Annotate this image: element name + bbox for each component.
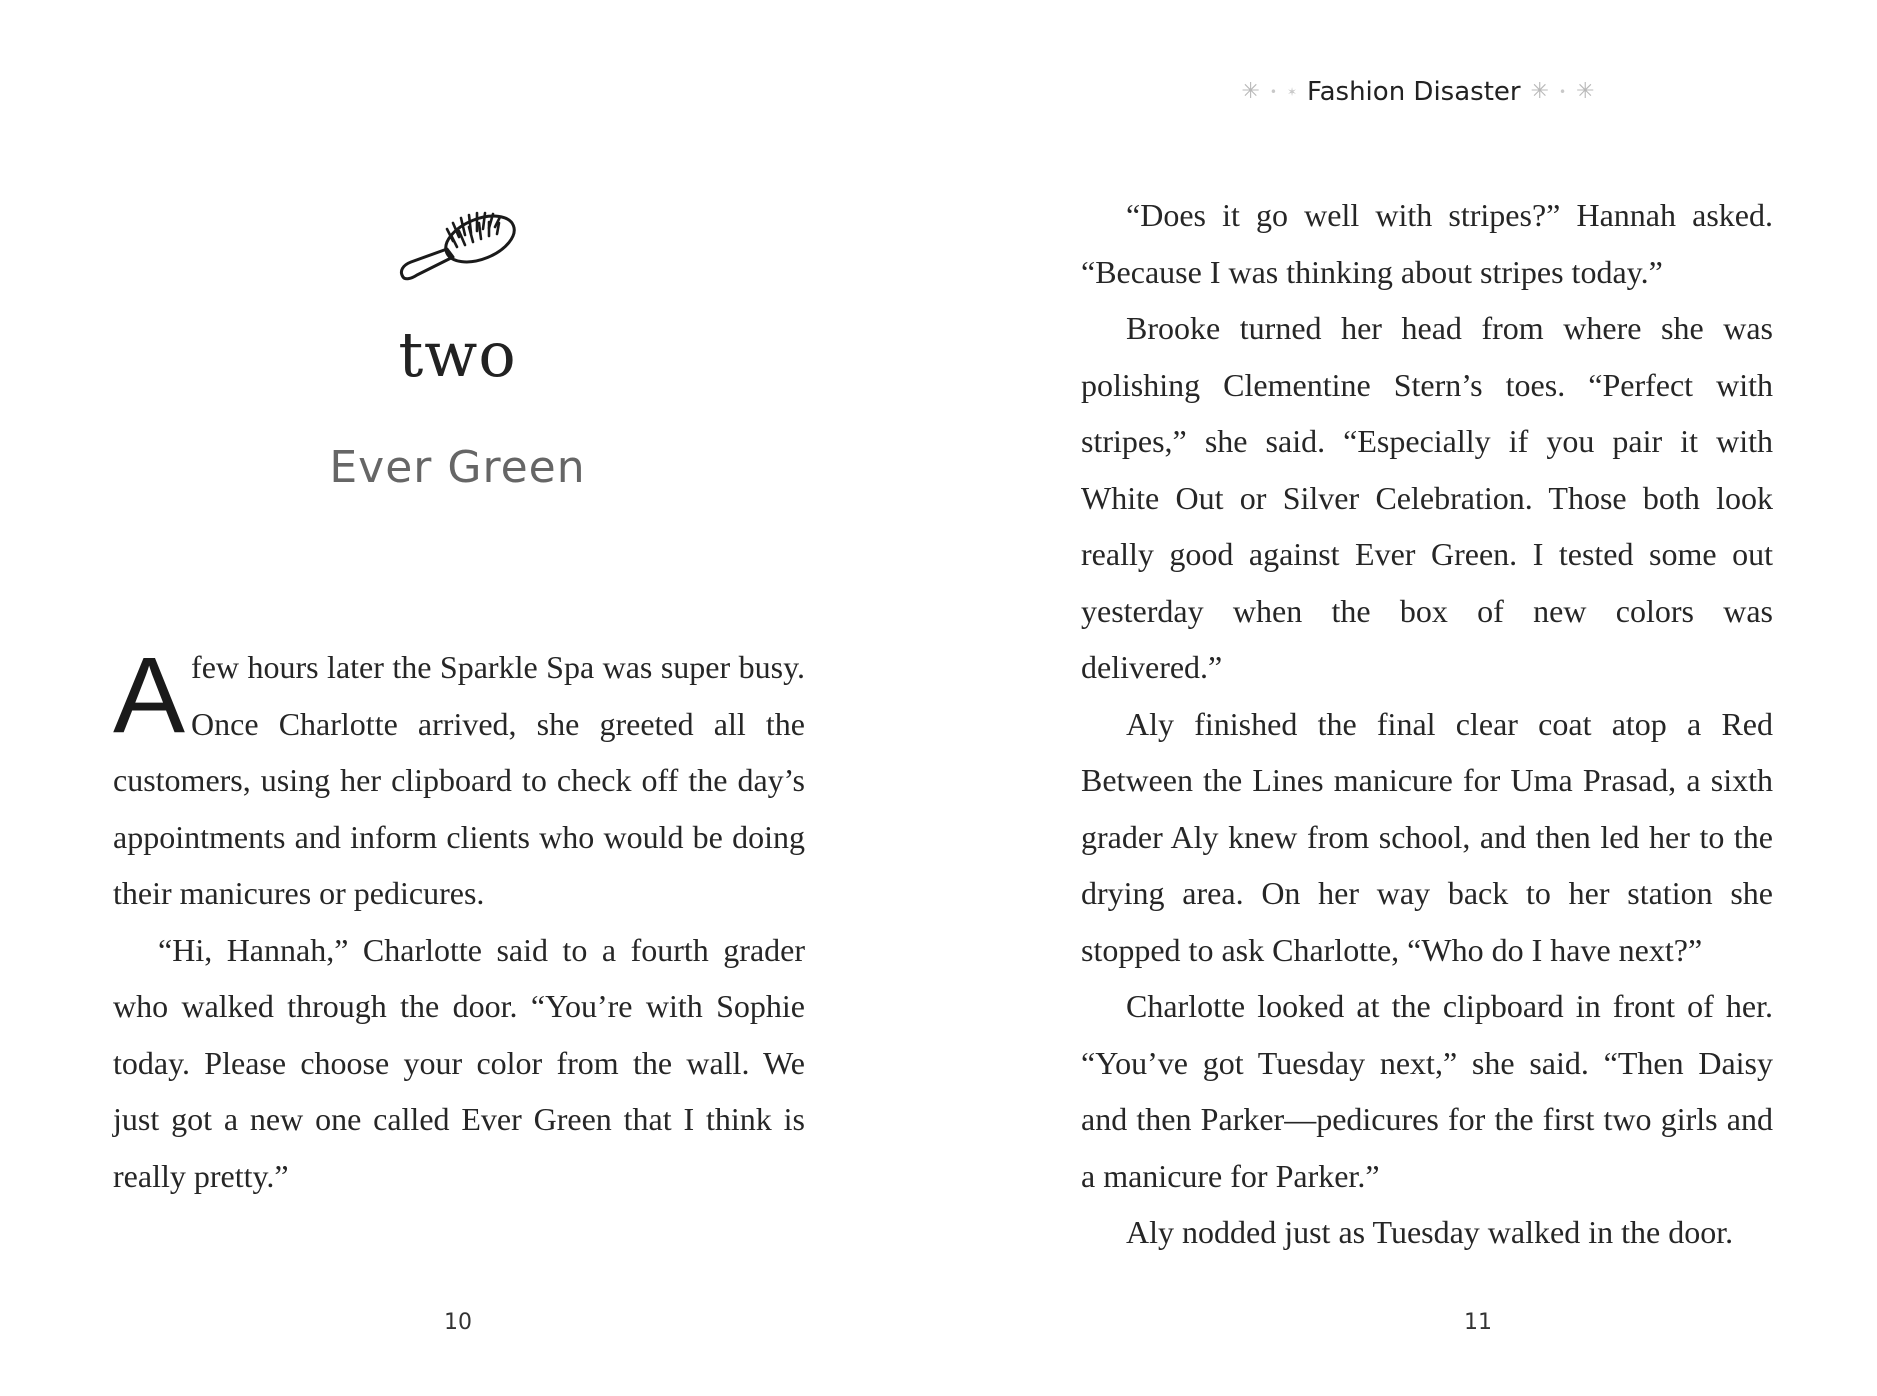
- sparkle-icon: •: [1269, 85, 1277, 99]
- left-body-text: [113, 634, 805, 1204]
- sparkle-icon: ✳: [1241, 79, 1260, 104]
- paragraph: [113, 634, 805, 922]
- chapter-title: Ever Green: [329, 442, 586, 493]
- paragraph: Aly nodded just as Tuesday walked in the door.: [1126, 1214, 1734, 1250]
- sparkle-icon: ✳: [1530, 79, 1550, 104]
- paragraph: Aly finished the final clear coat atop a Red Between the Lines manicure for Uma Prasad, a sixth grader Aly knew from school, and then led her to the drying area. On her way back to her station she stopped to ask Charlotte, “Who do I have next?”: [1081, 705, 1773, 968]
- paragraph: Brooke turned her head from where she was polishing Clementine Stern’s toes. “Perfect with stripes,” she said. “Especially if you pair it with White Out or Silver Celebration. Those both look really good against Ever Green. I tested some out yesterday when the box of new colors was delivered.”: [1081, 310, 1773, 685]
- running-header: [1223, 72, 1613, 112]
- sparkle-icon: ✶: [1286, 85, 1298, 99]
- drop-cap: A: [113, 634, 186, 755]
- paragraph: “Does it go well with stripes?” Hannah asked. “Because I was thinking about stripes today.”: [1081, 197, 1773, 290]
- paragraph: “Hi, Hannah,” Charlotte said to a fourth grader who walked through the door. “You’re with Sophie today. Please choose your color from the wall. We just got a new one called Ever Green that I think is really pretty.”: [113, 931, 805, 1194]
- right-page: [938, 0, 1877, 1396]
- running-header-title: Fashion Disaster: [1307, 77, 1521, 107]
- chapter-number: two: [398, 318, 517, 391]
- page-number: 10: [444, 1310, 472, 1335]
- sparkle-icon: ✳: [1576, 79, 1595, 104]
- paragraph-text: few hours later the Sparkle Spa was super busy. Once Charlotte arrived, she greeted all the customers, using her clipboard to check off the day’s appointments and inform clients who would be doing their manicures or pedicures.: [113, 649, 805, 911]
- page-number: 11: [1464, 1310, 1492, 1335]
- hairbrush-icon: [395, 205, 520, 285]
- right-body-text: [1081, 187, 1773, 1261]
- left-page: [0, 0, 938, 1396]
- sparkle-icon: •: [1559, 85, 1567, 99]
- paragraph: Charlotte looked at the clipboard in front of her. “You’ve got Tuesday next,” she said. “Then Daisy and then Parker—pedicures for the first two girls and a manicure for Parker.”: [1081, 988, 1773, 1194]
